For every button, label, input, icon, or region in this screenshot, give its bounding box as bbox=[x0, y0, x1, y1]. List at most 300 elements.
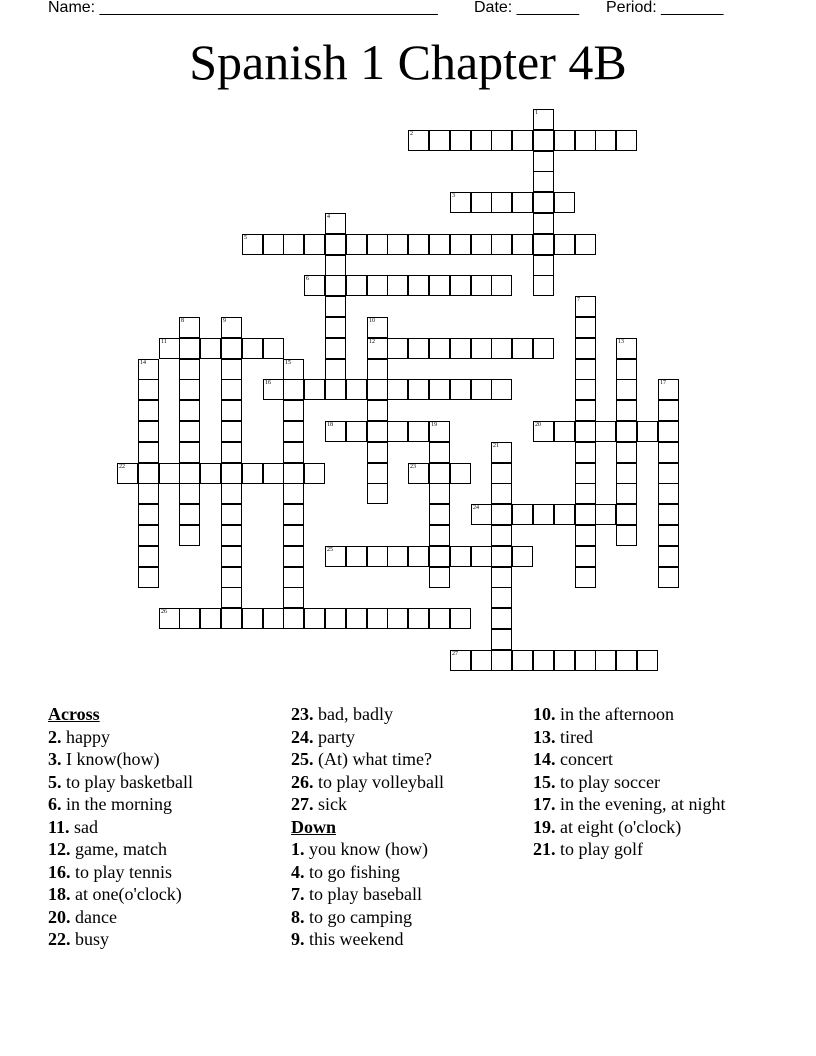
clue-number: 6 bbox=[306, 276, 309, 282]
grid-cell[interactable] bbox=[533, 421, 554, 442]
grid-cell[interactable] bbox=[263, 463, 284, 484]
clue-number: 13 bbox=[618, 339, 624, 345]
grid-cell[interactable] bbox=[138, 504, 159, 525]
grid-cell[interactable] bbox=[304, 379, 325, 400]
grid-cell[interactable] bbox=[533, 213, 554, 234]
grid-cell[interactable] bbox=[512, 504, 533, 525]
name-field[interactable]: Name: ______________________________________ bbox=[48, 0, 438, 16]
grid-cell[interactable] bbox=[367, 421, 388, 442]
grid-cell[interactable] bbox=[138, 359, 159, 380]
grid-cell[interactable] bbox=[658, 421, 679, 442]
grid-cell[interactable] bbox=[450, 546, 471, 567]
grid-cell[interactable] bbox=[450, 192, 471, 213]
grid-cell[interactable] bbox=[221, 400, 242, 421]
grid-cell[interactable] bbox=[575, 463, 596, 484]
grid-cell[interactable] bbox=[533, 275, 554, 296]
clue-column-2 bbox=[291, 703, 526, 951]
grid-cell[interactable] bbox=[325, 608, 346, 629]
grid-cell[interactable] bbox=[429, 442, 450, 463]
grid-cell[interactable] bbox=[658, 567, 679, 588]
grid-cell[interactable] bbox=[575, 442, 596, 463]
clue-down-7: 7. to play baseball bbox=[291, 884, 422, 904]
grid-cell[interactable] bbox=[450, 338, 471, 359]
grid-cell[interactable] bbox=[387, 421, 408, 442]
grid-cell[interactable] bbox=[367, 275, 388, 296]
grid-cell[interactable] bbox=[263, 234, 284, 255]
clue-down-8: 8. to go camping bbox=[291, 906, 412, 927]
clue-down-10: 10. in the afternoon bbox=[533, 704, 674, 724]
clue-number: 8 bbox=[181, 318, 184, 324]
grid-cell[interactable] bbox=[367, 463, 388, 484]
grid-cell[interactable] bbox=[429, 338, 450, 359]
grid-cell[interactable] bbox=[616, 400, 637, 421]
grid-cell[interactable] bbox=[263, 379, 284, 400]
clue-across-23: 23. bad, badly bbox=[291, 704, 393, 724]
grid-cell[interactable] bbox=[575, 483, 596, 504]
grid-cell[interactable] bbox=[471, 504, 492, 525]
grid-cell[interactable] bbox=[283, 463, 304, 484]
clue-across-2: 2. happy bbox=[48, 726, 110, 747]
grid-cell[interactable] bbox=[554, 650, 575, 671]
grid-cell[interactable] bbox=[471, 379, 492, 400]
grid-cell[interactable] bbox=[221, 421, 242, 442]
grid-cell[interactable] bbox=[491, 130, 512, 151]
grid-cell[interactable] bbox=[408, 275, 429, 296]
grid-cell[interactable] bbox=[138, 463, 159, 484]
grid-cell[interactable] bbox=[138, 379, 159, 400]
grid-cell[interactable] bbox=[283, 525, 304, 546]
grid-cell[interactable] bbox=[575, 650, 596, 671]
grid-cell[interactable] bbox=[263, 608, 284, 629]
grid-cell[interactable] bbox=[575, 296, 596, 317]
grid-cell[interactable] bbox=[283, 442, 304, 463]
grid-cell[interactable] bbox=[450, 275, 471, 296]
grid-cell[interactable] bbox=[346, 546, 367, 567]
grid-cell[interactable] bbox=[283, 234, 304, 255]
grid-cell[interactable] bbox=[179, 359, 200, 380]
grid-cell[interactable] bbox=[533, 650, 554, 671]
clue-number: 10 bbox=[369, 318, 375, 324]
clue-number: 11 bbox=[161, 339, 167, 345]
grid-cell[interactable] bbox=[283, 421, 304, 442]
grid-cell[interactable] bbox=[283, 546, 304, 567]
grid-cell[interactable] bbox=[346, 421, 367, 442]
grid-cell[interactable] bbox=[429, 504, 450, 525]
clue-number: 2 bbox=[410, 131, 413, 137]
grid-cell[interactable] bbox=[242, 463, 263, 484]
clue-number: 26 bbox=[161, 609, 167, 615]
grid-cell[interactable] bbox=[408, 608, 429, 629]
grid-cell[interactable] bbox=[575, 379, 596, 400]
grid-cell[interactable] bbox=[533, 192, 554, 213]
clue-down-1: 1. you know (how) bbox=[291, 839, 428, 859]
grid-cell[interactable] bbox=[491, 525, 512, 546]
grid-cell[interactable] bbox=[325, 317, 346, 338]
clue-number: 4 bbox=[327, 214, 330, 220]
grid-cell[interactable] bbox=[283, 379, 304, 400]
grid-cell[interactable] bbox=[138, 567, 159, 588]
grid-cell[interactable] bbox=[512, 130, 533, 151]
grid-cell[interactable] bbox=[367, 379, 388, 400]
grid-cell[interactable] bbox=[179, 400, 200, 421]
grid-cell[interactable] bbox=[471, 338, 492, 359]
grid-cell[interactable] bbox=[138, 442, 159, 463]
grid-cell[interactable] bbox=[138, 421, 159, 442]
grid-cell[interactable] bbox=[595, 130, 616, 151]
grid-cell[interactable] bbox=[575, 359, 596, 380]
grid-cell[interactable] bbox=[491, 546, 512, 567]
clue-column-1 bbox=[48, 703, 283, 951]
period-field[interactable]: Period: _______ bbox=[606, 0, 724, 16]
grid-cell[interactable] bbox=[658, 379, 679, 400]
grid-cell[interactable] bbox=[429, 546, 450, 567]
grid-cell[interactable] bbox=[138, 546, 159, 567]
grid-cell[interactable] bbox=[658, 400, 679, 421]
grid-cell[interactable] bbox=[200, 463, 221, 484]
grid-cell[interactable] bbox=[346, 608, 367, 629]
grid-cell[interactable] bbox=[429, 483, 450, 504]
grid-cell[interactable] bbox=[429, 234, 450, 255]
clue-down-4: 4. to go fishing bbox=[291, 861, 401, 882]
grid-cell[interactable] bbox=[387, 338, 408, 359]
grid-cell[interactable] bbox=[346, 275, 367, 296]
clue-across-27: 27. sick bbox=[291, 794, 347, 814]
clue-down-14: 14. concert bbox=[533, 749, 613, 769]
across-heading: Across bbox=[48, 704, 100, 724]
grid-cell[interactable] bbox=[387, 234, 408, 255]
clue-across-18: 18. at one(o'clock) bbox=[48, 884, 182, 904]
grid-cell[interactable] bbox=[512, 192, 533, 213]
grid-cell[interactable] bbox=[533, 109, 554, 130]
grid-cell[interactable] bbox=[304, 234, 325, 255]
grid-cell[interactable] bbox=[429, 525, 450, 546]
grid-cell[interactable] bbox=[637, 650, 658, 671]
grid-cell[interactable] bbox=[554, 130, 575, 151]
grid-cell[interactable] bbox=[491, 275, 512, 296]
grid-cell[interactable] bbox=[533, 255, 554, 276]
grid-cell[interactable] bbox=[616, 359, 637, 380]
grid-cell[interactable] bbox=[179, 463, 200, 484]
clue-down-13: 13. tired bbox=[533, 726, 593, 747]
grid-cell[interactable] bbox=[325, 338, 346, 359]
clue-across-11: 11. sad bbox=[48, 816, 99, 837]
clue-across-16: 16. to play tennis bbox=[48, 861, 172, 882]
clue-number: 20 bbox=[535, 422, 541, 428]
clue-down-21: 21. to play golf bbox=[533, 839, 643, 859]
grid-cell[interactable] bbox=[367, 483, 388, 504]
grid-cell[interactable] bbox=[450, 650, 471, 671]
clue-number: 19 bbox=[431, 422, 437, 428]
grid-cell[interactable] bbox=[283, 400, 304, 421]
grid-cell[interactable] bbox=[575, 234, 596, 255]
grid-cell[interactable] bbox=[200, 338, 221, 359]
grid-cell[interactable] bbox=[491, 379, 512, 400]
date-field[interactable]: Date: _______ bbox=[474, 0, 579, 16]
grid-cell[interactable] bbox=[221, 587, 242, 608]
grid-cell[interactable] bbox=[575, 525, 596, 546]
grid-cell[interactable] bbox=[179, 525, 200, 546]
grid-cell[interactable] bbox=[304, 608, 325, 629]
grid-cell[interactable] bbox=[533, 171, 554, 192]
grid-cell[interactable] bbox=[512, 338, 533, 359]
grid-cell[interactable] bbox=[159, 608, 180, 629]
grid-cell[interactable] bbox=[491, 567, 512, 588]
grid-cell[interactable] bbox=[554, 192, 575, 213]
down-heading: Down bbox=[291, 816, 337, 837]
grid-cell[interactable] bbox=[658, 546, 679, 567]
grid-cell[interactable] bbox=[616, 504, 637, 525]
clue-number: 24 bbox=[473, 505, 479, 511]
grid-cell[interactable] bbox=[325, 379, 346, 400]
grid-cell[interactable] bbox=[408, 338, 429, 359]
grid-cell[interactable] bbox=[512, 650, 533, 671]
grid-cell[interactable] bbox=[575, 338, 596, 359]
grid-cell[interactable] bbox=[512, 234, 533, 255]
grid-cell[interactable] bbox=[408, 463, 429, 484]
grid-cell[interactable] bbox=[491, 192, 512, 213]
grid-cell[interactable] bbox=[491, 608, 512, 629]
grid-cell[interactable] bbox=[450, 608, 471, 629]
grid-cell[interactable] bbox=[367, 400, 388, 421]
grid-cell[interactable] bbox=[575, 400, 596, 421]
grid-cell[interactable] bbox=[346, 379, 367, 400]
grid-cell[interactable] bbox=[221, 608, 242, 629]
grid-cell[interactable] bbox=[325, 359, 346, 380]
clue-number: 1 bbox=[535, 110, 538, 116]
grid-cell[interactable] bbox=[491, 338, 512, 359]
grid-cell[interactable] bbox=[491, 442, 512, 463]
grid-cell[interactable] bbox=[387, 275, 408, 296]
grid-cell[interactable] bbox=[221, 338, 242, 359]
grid-cell[interactable] bbox=[533, 338, 554, 359]
grid-cell[interactable] bbox=[533, 130, 554, 151]
grid-cell[interactable] bbox=[595, 421, 616, 442]
grid-cell[interactable] bbox=[138, 483, 159, 504]
grid-cell[interactable] bbox=[159, 338, 180, 359]
grid-cell[interactable] bbox=[221, 317, 242, 338]
grid-cell[interactable] bbox=[491, 483, 512, 504]
grid-cell[interactable] bbox=[221, 359, 242, 380]
clue-number: 18 bbox=[327, 422, 333, 428]
grid-cell[interactable] bbox=[408, 546, 429, 567]
clue-down-9: 9. this weekend bbox=[291, 929, 404, 949]
grid-cell[interactable] bbox=[616, 525, 637, 546]
clue-number: 21 bbox=[493, 443, 499, 449]
grid-cell[interactable] bbox=[658, 483, 679, 504]
clue-number: 17 bbox=[660, 380, 666, 386]
grid-cell[interactable] bbox=[595, 504, 616, 525]
grid-cell[interactable] bbox=[387, 546, 408, 567]
clue-across-6: 6. in the morning bbox=[48, 794, 172, 814]
grid-cell[interactable] bbox=[367, 608, 388, 629]
grid-cell[interactable] bbox=[491, 587, 512, 608]
grid-cell[interactable] bbox=[471, 192, 492, 213]
grid-cell[interactable] bbox=[325, 546, 346, 567]
grid-cell[interactable] bbox=[450, 463, 471, 484]
grid-cell[interactable] bbox=[658, 525, 679, 546]
grid-cell[interactable] bbox=[429, 130, 450, 151]
grid-cell[interactable] bbox=[221, 483, 242, 504]
clue-number: 16 bbox=[265, 380, 271, 386]
grid-cell[interactable] bbox=[616, 483, 637, 504]
grid-cell[interactable] bbox=[221, 567, 242, 588]
clue-number: 12 bbox=[369, 339, 375, 345]
grid-cell[interactable] bbox=[575, 421, 596, 442]
grid-cell[interactable] bbox=[658, 463, 679, 484]
grid-cell[interactable] bbox=[283, 359, 304, 380]
grid-cell[interactable] bbox=[575, 546, 596, 567]
grid-cell[interactable] bbox=[179, 608, 200, 629]
grid-cell[interactable] bbox=[408, 234, 429, 255]
grid-cell[interactable] bbox=[179, 483, 200, 504]
grid-cell[interactable] bbox=[429, 567, 450, 588]
grid-cell[interactable] bbox=[283, 483, 304, 504]
grid-cell[interactable] bbox=[637, 421, 658, 442]
grid-cell[interactable] bbox=[117, 463, 138, 484]
clue-number: 27 bbox=[452, 651, 458, 657]
grid-cell[interactable] bbox=[367, 317, 388, 338]
grid-cell[interactable] bbox=[533, 504, 554, 525]
grid-cell[interactable] bbox=[491, 629, 512, 650]
grid-cell[interactable] bbox=[616, 130, 637, 151]
clue-number: 5 bbox=[244, 235, 247, 241]
grid-cell[interactable] bbox=[450, 234, 471, 255]
clue-across-12: 12. game, match bbox=[48, 839, 167, 859]
grid-cell[interactable] bbox=[179, 338, 200, 359]
clue-column-3 bbox=[533, 703, 768, 861]
grid-cell[interactable] bbox=[367, 338, 388, 359]
grid-cell[interactable] bbox=[325, 421, 346, 442]
grid-cell[interactable] bbox=[616, 442, 637, 463]
grid-cell[interactable] bbox=[387, 608, 408, 629]
grid-cell[interactable] bbox=[367, 442, 388, 463]
grid-cell[interactable] bbox=[179, 504, 200, 525]
grid-cell[interactable] bbox=[221, 463, 242, 484]
clue-number: 15 bbox=[285, 360, 291, 366]
grid-cell[interactable] bbox=[658, 442, 679, 463]
grid-cell[interactable] bbox=[325, 275, 346, 296]
grid-cell[interactable] bbox=[179, 317, 200, 338]
grid-cell[interactable] bbox=[429, 379, 450, 400]
grid-cell[interactable] bbox=[242, 608, 263, 629]
clue-down-15: 15. to play soccer bbox=[533, 771, 660, 792]
grid-cell[interactable] bbox=[575, 317, 596, 338]
grid-cell[interactable] bbox=[138, 525, 159, 546]
grid-cell[interactable] bbox=[616, 650, 637, 671]
grid-cell[interactable] bbox=[554, 504, 575, 525]
grid-cell[interactable] bbox=[325, 213, 346, 234]
clue-number: 3 bbox=[452, 193, 455, 199]
grid-cell[interactable] bbox=[575, 567, 596, 588]
grid-cell[interactable] bbox=[471, 130, 492, 151]
grid-cell[interactable] bbox=[304, 463, 325, 484]
grid-cell[interactable] bbox=[491, 234, 512, 255]
grid-cell[interactable] bbox=[616, 338, 637, 359]
clue-down-17: 17. in the evening, at night bbox=[533, 794, 726, 814]
grid-cell[interactable] bbox=[221, 546, 242, 567]
grid-cell[interactable] bbox=[491, 650, 512, 671]
grid-cell[interactable] bbox=[179, 421, 200, 442]
clue-number: 7 bbox=[577, 297, 580, 303]
clue-number: 9 bbox=[223, 318, 226, 324]
grid-cell[interactable] bbox=[283, 567, 304, 588]
grid-cell[interactable] bbox=[429, 275, 450, 296]
clue-across-5: 5. to play basketball bbox=[48, 771, 193, 792]
grid-cell[interactable] bbox=[283, 587, 304, 608]
grid-cell[interactable] bbox=[408, 379, 429, 400]
grid-cell[interactable] bbox=[387, 379, 408, 400]
clue-across-22: 22. busy bbox=[48, 929, 110, 949]
grid-cell[interactable] bbox=[471, 234, 492, 255]
grid-cell[interactable] bbox=[325, 234, 346, 255]
clue-across-25: 25. (At) what time? bbox=[291, 749, 432, 769]
grid-cell[interactable] bbox=[221, 525, 242, 546]
grid-cell[interactable] bbox=[616, 421, 637, 442]
grid-cell[interactable] bbox=[554, 234, 575, 255]
grid-cell[interactable] bbox=[471, 650, 492, 671]
grid-cell[interactable] bbox=[658, 504, 679, 525]
grid-cell[interactable] bbox=[471, 275, 492, 296]
clue-number: 23 bbox=[410, 464, 416, 470]
clue-across-3: 3. I know(how) bbox=[48, 749, 160, 769]
grid-cell[interactable] bbox=[138, 400, 159, 421]
grid-cell[interactable] bbox=[325, 255, 346, 276]
grid-cell[interactable] bbox=[221, 379, 242, 400]
grid-cell[interactable] bbox=[533, 151, 554, 172]
clue-across-24: 24. party bbox=[291, 726, 355, 747]
grid-cell[interactable] bbox=[512, 546, 533, 567]
grid-cell[interactable] bbox=[471, 546, 492, 567]
grid-cell[interactable] bbox=[616, 463, 637, 484]
grid-cell[interactable] bbox=[283, 608, 304, 629]
grid-cell[interactable] bbox=[450, 379, 471, 400]
grid-cell[interactable] bbox=[304, 275, 325, 296]
grid-cell[interactable] bbox=[429, 608, 450, 629]
clue-across-26: 26. to play volleyball bbox=[291, 771, 444, 792]
grid-cell[interactable] bbox=[595, 650, 616, 671]
grid-cell[interactable] bbox=[429, 463, 450, 484]
grid-cell[interactable] bbox=[450, 130, 471, 151]
grid-cell[interactable] bbox=[179, 442, 200, 463]
grid-cell[interactable] bbox=[408, 130, 429, 151]
grid-cell[interactable] bbox=[200, 608, 221, 629]
grid-cell[interactable] bbox=[408, 421, 429, 442]
grid-cell[interactable] bbox=[367, 359, 388, 380]
grid-cell[interactable] bbox=[242, 234, 263, 255]
grid-cell[interactable] bbox=[429, 421, 450, 442]
clue-across-20: 20. dance bbox=[48, 906, 117, 927]
grid-cell[interactable] bbox=[283, 504, 304, 525]
grid-cell[interactable] bbox=[491, 504, 512, 525]
grid-cell[interactable] bbox=[575, 130, 596, 151]
grid-cell[interactable] bbox=[242, 338, 263, 359]
grid-cell[interactable] bbox=[554, 421, 575, 442]
grid-cell[interactable] bbox=[616, 379, 637, 400]
grid-cell[interactable] bbox=[221, 504, 242, 525]
grid-cell[interactable] bbox=[325, 296, 346, 317]
grid-cell[interactable] bbox=[367, 234, 388, 255]
grid-cell[interactable] bbox=[159, 463, 180, 484]
page-title: Spanish 1 Chapter 4B bbox=[189, 34, 627, 90]
grid-cell[interactable] bbox=[346, 234, 367, 255]
grid-cell[interactable] bbox=[179, 379, 200, 400]
grid-cell[interactable] bbox=[263, 338, 284, 359]
grid-cell[interactable] bbox=[575, 504, 596, 525]
grid-cell[interactable] bbox=[533, 234, 554, 255]
grid-cell[interactable] bbox=[367, 546, 388, 567]
grid-cell[interactable] bbox=[221, 442, 242, 463]
grid-cell[interactable] bbox=[491, 463, 512, 484]
